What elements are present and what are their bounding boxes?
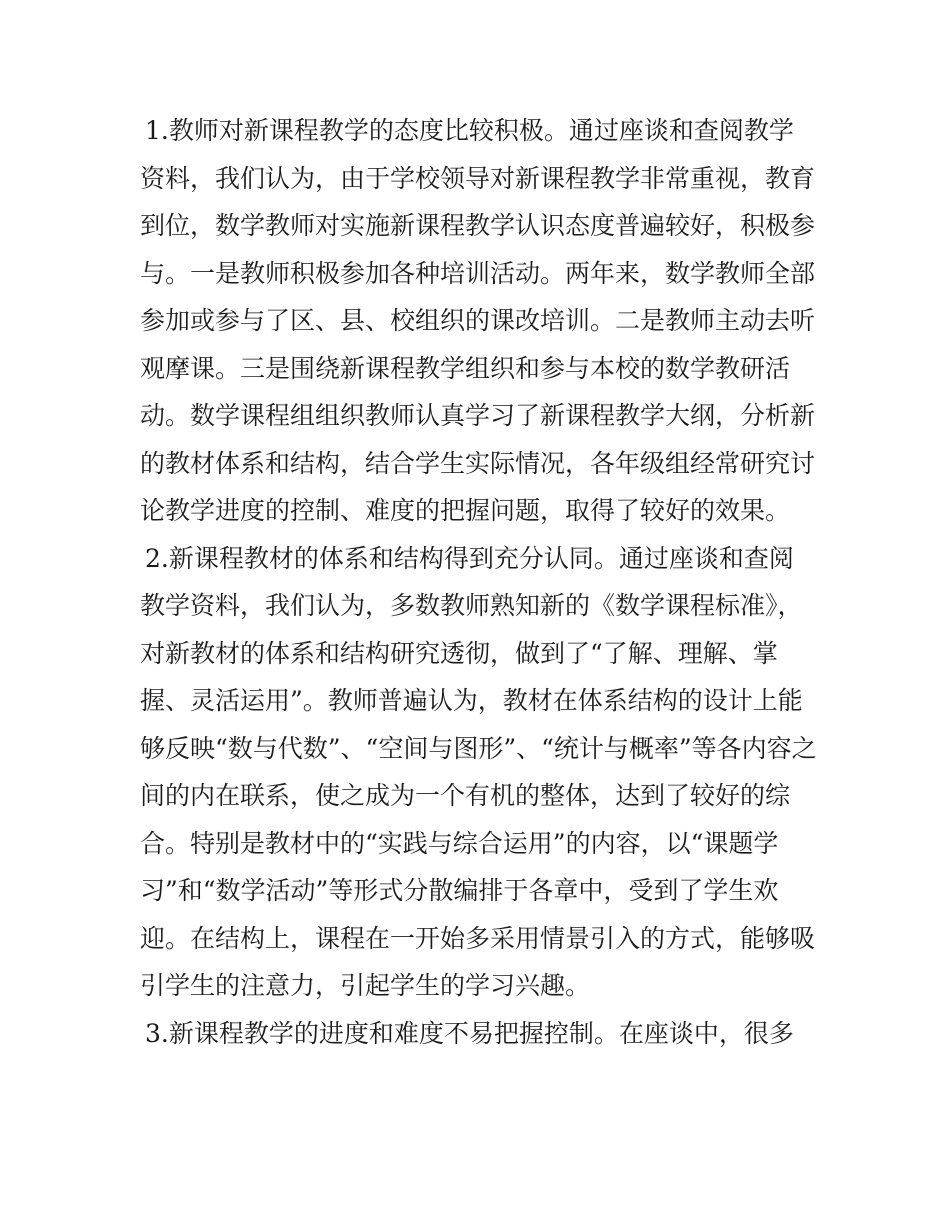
text-line-3: 到位，数学教师对实施新课程教学认识态度普遍较好，积极参 (140, 211, 816, 240)
body-text (140, 107, 830, 1057)
text-line-9: 论教学进度的控制、难度的把握问题，取得了较好的效果。 (140, 496, 791, 525)
text-line-2: 资料，我们认为，由于学校领导对新课程教学非常重视，教育 (140, 163, 816, 193)
text-line-17: 习”和“数学活动”等形式分散编排于各章中，受到了学生欢 (140, 876, 779, 905)
text-line-16: 合。特别是教材中的“实践与综合运用”的内容，以“课题学 (140, 828, 779, 858)
text-line-11: 教学资料，我们认为，多数教师熟知新的《数学课程标准》， (140, 591, 803, 620)
text-line-7: 动。数学课程组组织教师认真学习了新课程教学大纲，分析新 (140, 401, 816, 430)
text-line-4: 与。一是教师积极参加各种培训活动。两年来，数学教师全部 (140, 258, 816, 288)
text-line-14: 够反映“数与代数”、“空间与图形”、“统计与概率”等各内容之 (140, 733, 817, 763)
text-line-1: 1.教师对新课程教学的态度比较积极。通过座谈和查阅教学 (145, 116, 794, 145)
text-line-12: 对新教材的体系和结构研究透彻，做到了“了解、理解、掌 (140, 638, 778, 668)
text-line-8: 的教材体系和结构，结合学生实际情况，各年级组经常研究讨 (140, 448, 816, 478)
text-line-13: 握、灵活运用”。教师普遍认为，教材在体系结构的设计上能 (140, 686, 803, 715)
text-line-18: 迎。在结构上，课程在一开始多采用情景引入的方式，能够吸 (140, 923, 816, 953)
text-line-6: 观摩课。三是围绕新课程教学组织和参与本校的数学教研活 (140, 353, 791, 383)
text-line-10: 2.新课程教材的体系和结构得到充分认同。通过座谈和查阅 (145, 543, 794, 573)
text-line-20: 3.新课程教学的进度和难度不易把握控制。在座谈中，很多 (145, 1018, 794, 1048)
text-line-5: 参加或参与了区、县、校组织的课改培训。二是教师主动去听 (140, 306, 816, 335)
text-line-15: 间的内在联系，使之成为一个有机的整体，达到了较好的综 (140, 781, 791, 810)
text-line-19: 引学生的注意力，引起学生的学习兴趣。 (140, 971, 591, 1000)
